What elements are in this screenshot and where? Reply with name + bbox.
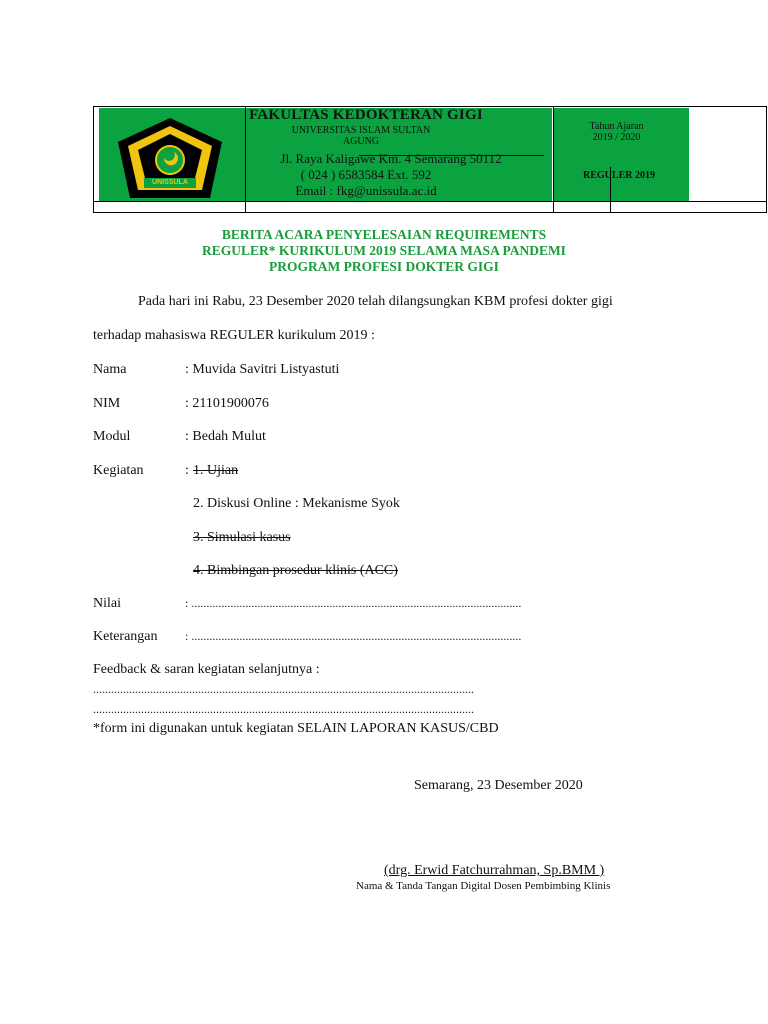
keterangan-label: Keterangan xyxy=(93,629,158,644)
form-note: *form ini digunakan untuk kegiatan SELAIN LAPORAN KASUS/CBD xyxy=(93,721,499,736)
feedback-line: ............................................................................................................................... xyxy=(93,702,474,716)
intro-line2: terhadap mahasiswa REGULER kurikulum 2019 : xyxy=(93,328,375,343)
feedback-label: Feedback & saran kegiatan selanjutnya : xyxy=(93,662,320,677)
divider xyxy=(94,201,766,202)
nilai-label: Nilai xyxy=(93,596,121,611)
document-title-line3: PROGRAM PROFESI DOKTER GIGI xyxy=(269,259,499,274)
university-name-line2: AGUNG xyxy=(342,136,380,147)
kegiatan-item: 3. Simulasi kasus xyxy=(193,530,291,545)
program-label: REGULER 2019 xyxy=(583,170,655,181)
kegiatan-item: 2. Diskusi Online : Mekanisme Syok xyxy=(193,496,400,511)
modul-label: Modul xyxy=(93,429,131,444)
signature-caption: Nama & Tanda Tangan Digital Dosen Pembimbing Klinis xyxy=(356,880,611,892)
modul-value: : Bedah Mulut xyxy=(185,429,266,444)
kegiatan-colon: : xyxy=(185,463,189,478)
intro-line1: Pada hari ini Rabu, 23 Desember 2020 telah dilangsungkan KBM profesi dokter gigi xyxy=(138,294,613,309)
nim-label: NIM xyxy=(93,396,121,411)
phone: ( 024 ) 6583584 Ext. 592 xyxy=(300,167,432,182)
logo-text: UNISSULA xyxy=(152,179,188,186)
kegiatan-item: 1. Ujian xyxy=(193,463,239,478)
academic-year: 2019 / 2020 xyxy=(592,132,641,143)
kegiatan-item: 4. Bimbingan prosedur klinis (ACC) xyxy=(193,563,398,578)
faculty-name: FAKULTAS KEDOKTERAN GIGI xyxy=(249,107,483,123)
keterangan-field: : .............................................................................................................. xyxy=(185,629,522,643)
unissula-seal-icon xyxy=(114,116,226,200)
place-date: Semarang, 23 Desember 2020 xyxy=(414,778,583,793)
email: Email : fkg@unissula.ac.id xyxy=(295,183,437,198)
nim-value: : 21101900076 xyxy=(185,396,269,411)
university-logo xyxy=(114,116,226,200)
kegiatan-label: Kegiatan xyxy=(93,463,144,478)
nama-label: Nama xyxy=(93,362,127,377)
document-title-line2: REGULER* KURIKULUM 2019 SELAMA MASA PANDEMI xyxy=(202,243,566,258)
header-table xyxy=(93,106,767,213)
feedback-line: ............................................................................................................................... xyxy=(93,682,474,696)
signatory-name: (drg. Erwid Fatchurrahman, Sp.BMM ) xyxy=(384,863,605,878)
address: Jl. Raya Kaligawe Km. 4 Semarang 50112 xyxy=(280,151,502,166)
university-name-line1: UNIVERSITAS ISLAM SULTAN xyxy=(291,125,431,136)
academic-year-label: Tahun Ajaran xyxy=(589,121,644,132)
document-title-line1: BERITA ACARA PENYELESAIAN REQUIREMENTS xyxy=(221,227,547,242)
nama-value: : Muvida Savitri Listyastuti xyxy=(185,362,340,377)
nilai-field: : .............................................................................................................. xyxy=(185,596,522,610)
